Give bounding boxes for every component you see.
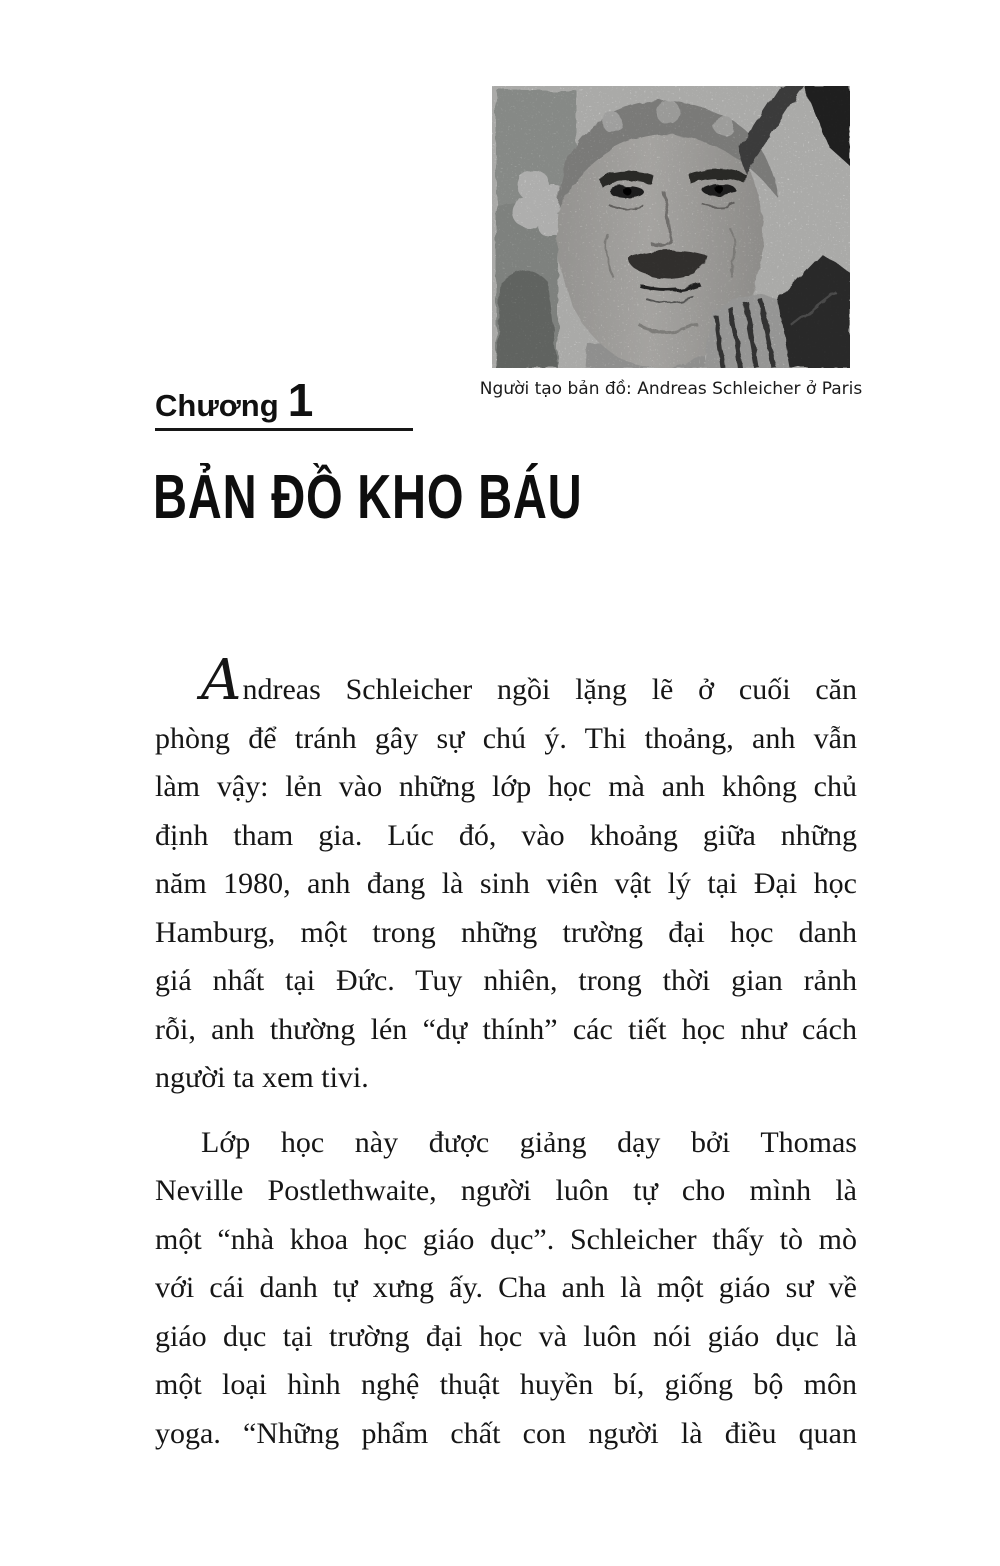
body-line: yoga. “Những phẩm chất con người là điều quan <box>155 1416 857 1450</box>
body-line: giáo dục tại trường đại học và luôn nói giáo dục là <box>155 1319 857 1353</box>
body-line: Andreas Schleicher ngồi lặng lẽ ở cuối căn <box>201 648 857 713</box>
chapter-underline <box>155 428 413 431</box>
chapter-heading <box>155 376 313 426</box>
body-line: làm vậy: lẻn vào những lớp học mà anh không chủ <box>155 770 857 803</box>
body-line: giá nhất tại Đức. Tuy nhiên, trong thời gian rảnh <box>155 964 857 997</box>
body-line: với cái danh tự xưng ấy. Cha anh là một giáo sư về <box>155 1271 857 1304</box>
paragraph <box>155 1119 857 1459</box>
body-line: Lớp học này được giảng dạy bởi Thomas <box>201 1125 857 1159</box>
body-line: năm 1980, anh đang là sinh viên vật lý tại Đại học <box>155 867 857 900</box>
body-line: Neville Postlethwaite, người luôn tự cho mình là <box>155 1174 857 1207</box>
chapter-label: Chương <box>155 388 279 423</box>
photo-caption: Người tạo bản đồ: Andreas Schleicher ở Paris <box>479 379 863 399</box>
portrait-photo-art <box>492 86 850 368</box>
body-line: một “nhà khoa học giáo dục”. Schleicher thấy tò mò <box>155 1222 857 1256</box>
chapter-title: BẢN ĐỒ KHO BÁU <box>153 463 583 532</box>
calligraphic-initial: A <box>201 648 242 713</box>
body-text <box>155 648 857 1458</box>
paragraph <box>155 648 857 1103</box>
body-line: Hamburg, một trong những trường đại học danh <box>155 915 857 949</box>
body-line: người ta xem tivi. <box>155 1061 369 1094</box>
body-line: một loại hình nghệ thuật huyền bí, giống bộ môn <box>155 1368 857 1401</box>
portrait-photo <box>492 86 850 368</box>
body-line: rỗi, anh thường lén “dự thính” các tiết học như cách <box>155 1012 857 1046</box>
body-line: phòng để tránh gây sự chú ý. Thi thoảng, anh vẫn <box>155 721 857 755</box>
chapter-number: 1 <box>287 374 314 426</box>
body-line: định tham gia. Lúc đó, vào khoảng giữa những <box>155 818 857 852</box>
